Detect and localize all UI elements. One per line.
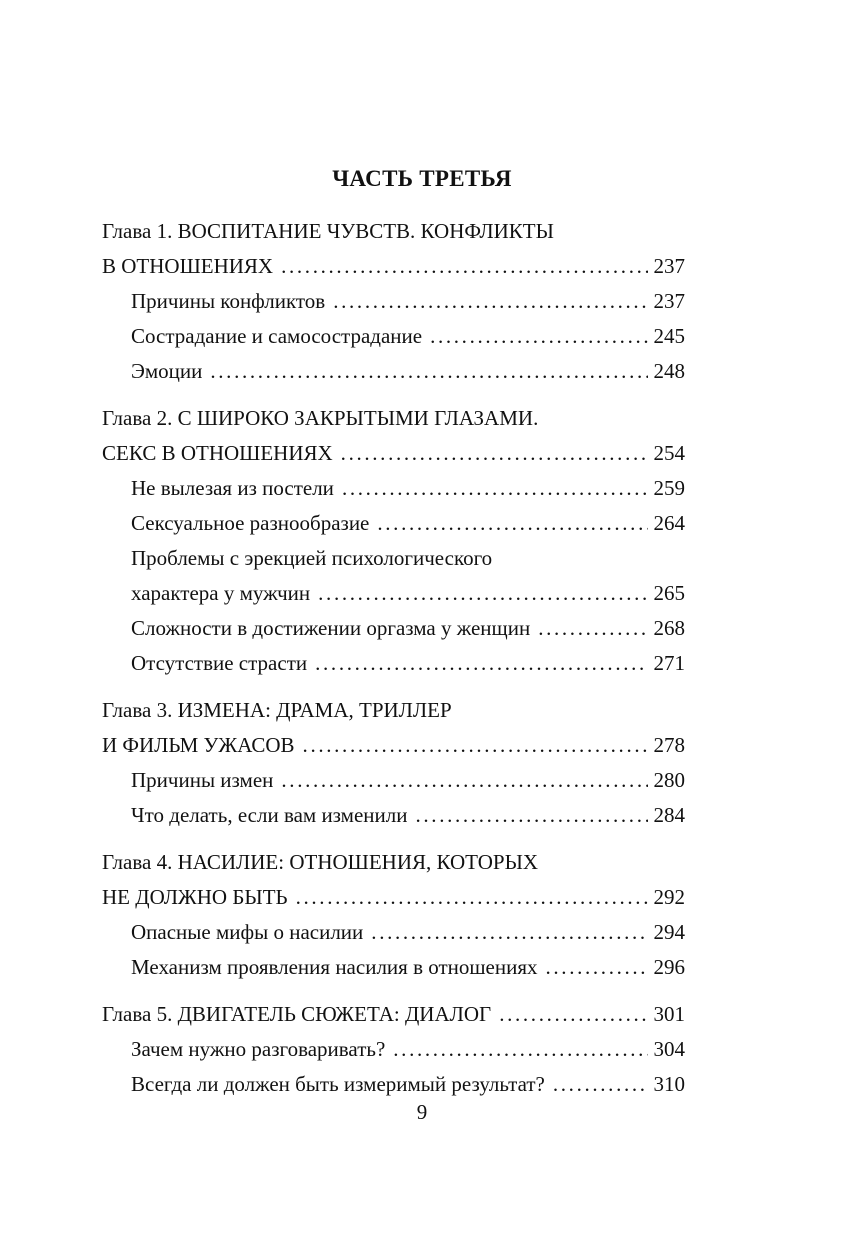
toc-entry[interactable]	[102, 506, 685, 541]
chapter-title: Глава 4. НАСИЛИЕ: ОТНОШЕНИЯ, КОТОРЫХ	[102, 850, 539, 874]
chapter-title-line	[102, 214, 685, 249]
dot-leader	[315, 646, 647, 681]
toc-entry[interactable]	[102, 611, 685, 646]
page-ref: 304	[653, 1037, 685, 1061]
dot-leader	[430, 319, 647, 354]
dot-leader	[303, 728, 648, 763]
page-number: 9	[416, 1100, 428, 1124]
dot-leader	[393, 1032, 647, 1067]
chapter-title: Глава 5. ДВИГАТЕЛЬ СЮЖЕТА: ДИАЛОГ	[102, 1002, 492, 1026]
page-ref: 245	[653, 324, 685, 348]
chapter-title-line	[102, 401, 685, 436]
toc-entry[interactable]	[102, 763, 685, 798]
chapter-title: Глава 3. ИЗМЕНА: ДРАМА, ТРИЛЛЕР	[102, 698, 452, 722]
dot-leader	[416, 798, 648, 833]
dot-leader	[281, 249, 647, 284]
toc-entry[interactable]	[102, 1032, 685, 1067]
page-ref: 259	[653, 476, 685, 500]
chapter-2	[102, 401, 685, 681]
chapter-title: Глава 1. ВОСПИТАНИЕ ЧУВСТВ. КОНФЛИКТЫ	[102, 219, 554, 243]
chapter-1	[102, 214, 685, 389]
chapter-4	[102, 845, 685, 985]
toc-entry[interactable]	[102, 728, 685, 763]
chapter-3	[102, 693, 685, 833]
toc-entry[interactable]	[102, 319, 685, 354]
chapter-title-line	[102, 845, 685, 880]
section-title: Сложности в достижении оргазма у женщин	[131, 616, 531, 640]
page-ref: 292	[653, 885, 685, 909]
dot-leader	[546, 950, 648, 985]
part-title: ЧАСТЬ ТРЕТЬЯ	[332, 166, 512, 191]
toc-entry[interactable]	[102, 798, 685, 833]
dot-leader	[538, 611, 647, 646]
chapter-title: Глава 2. С ШИРОКО ЗАКРЫТЫМИ ГЛАЗАМИ.	[102, 406, 539, 430]
section-title: характера у мужчин	[131, 581, 311, 605]
page-ref: 237	[653, 289, 685, 313]
chapter-title: СЕКС В ОТНОШЕНИЯХ	[102, 441, 333, 465]
page-ref: 280	[653, 768, 685, 792]
toc-entry[interactable]	[102, 880, 685, 915]
chapter-title: НЕ ДОЛЖНО БЫТЬ	[102, 885, 288, 909]
dot-leader	[333, 284, 647, 319]
chapter-5	[102, 997, 685, 1102]
dot-leader	[371, 915, 647, 950]
dot-leader	[210, 354, 647, 389]
dot-leader	[377, 506, 647, 541]
chapter-title-line	[102, 693, 685, 728]
dot-leader	[341, 436, 648, 471]
page-ref: 310	[653, 1072, 685, 1096]
toc-entry[interactable]	[102, 576, 685, 611]
section-title: Что делать, если вам изменили	[131, 803, 408, 827]
page-ref: 237	[653, 254, 685, 278]
page-ref: 294	[653, 920, 685, 944]
page-ref: 254	[653, 441, 685, 465]
page-ref: 301	[653, 1002, 685, 1026]
toc-entry[interactable]	[102, 950, 685, 985]
toc-entry[interactable]	[102, 1067, 685, 1102]
dot-leader	[318, 576, 647, 611]
section-title: Механизм проявления насилия в отношениях	[131, 955, 538, 979]
section-title: Опасные мифы о насилии	[131, 920, 364, 944]
page-ref: 296	[653, 955, 685, 979]
section-title: Отсутствие страсти	[131, 651, 308, 675]
page-ref: 268	[653, 616, 685, 640]
toc-entry[interactable]	[102, 915, 685, 950]
section-title: Причины конфликтов	[131, 289, 326, 313]
section-title: Всегда ли должен быть измеримый результат?	[131, 1072, 545, 1096]
section-title: Эмоции	[131, 359, 203, 383]
section-title: Сострадание и самосострадание	[131, 324, 423, 348]
toc-entry[interactable]	[102, 436, 685, 471]
section-title: Зачем нужно разговаривать?	[131, 1037, 386, 1061]
section-title: Проблемы с эрекцией психологического	[131, 546, 493, 570]
chapter-title: В ОТНОШЕНИЯХ	[102, 254, 274, 278]
toc-entry[interactable]	[102, 354, 685, 389]
section-title: Не вылезая из постели	[131, 476, 334, 500]
dot-leader	[499, 997, 647, 1032]
toc-entry[interactable]	[102, 284, 685, 319]
page-ref: 278	[653, 733, 685, 757]
section-title: Причины измен	[131, 768, 274, 792]
toc-entry[interactable]	[102, 646, 685, 681]
dot-leader	[553, 1067, 648, 1102]
toc-entry[interactable]	[102, 249, 685, 284]
dot-leader	[342, 471, 648, 506]
page-ref: 264	[653, 511, 685, 535]
page-ref: 271	[653, 651, 685, 675]
page-ref: 248	[653, 359, 685, 383]
toc-entry[interactable]	[102, 471, 685, 506]
section-title: Сексуальное разнообразие	[131, 511, 370, 535]
section-title-line	[102, 541, 685, 576]
dot-leader	[296, 880, 648, 915]
page-ref: 265	[653, 581, 685, 605]
dot-leader	[281, 763, 647, 798]
toc-entry[interactable]	[102, 997, 685, 1032]
chapter-title: И ФИЛЬМ УЖАСОВ	[102, 733, 295, 757]
page-ref: 284	[653, 803, 685, 827]
table-of-contents	[102, 214, 685, 1114]
